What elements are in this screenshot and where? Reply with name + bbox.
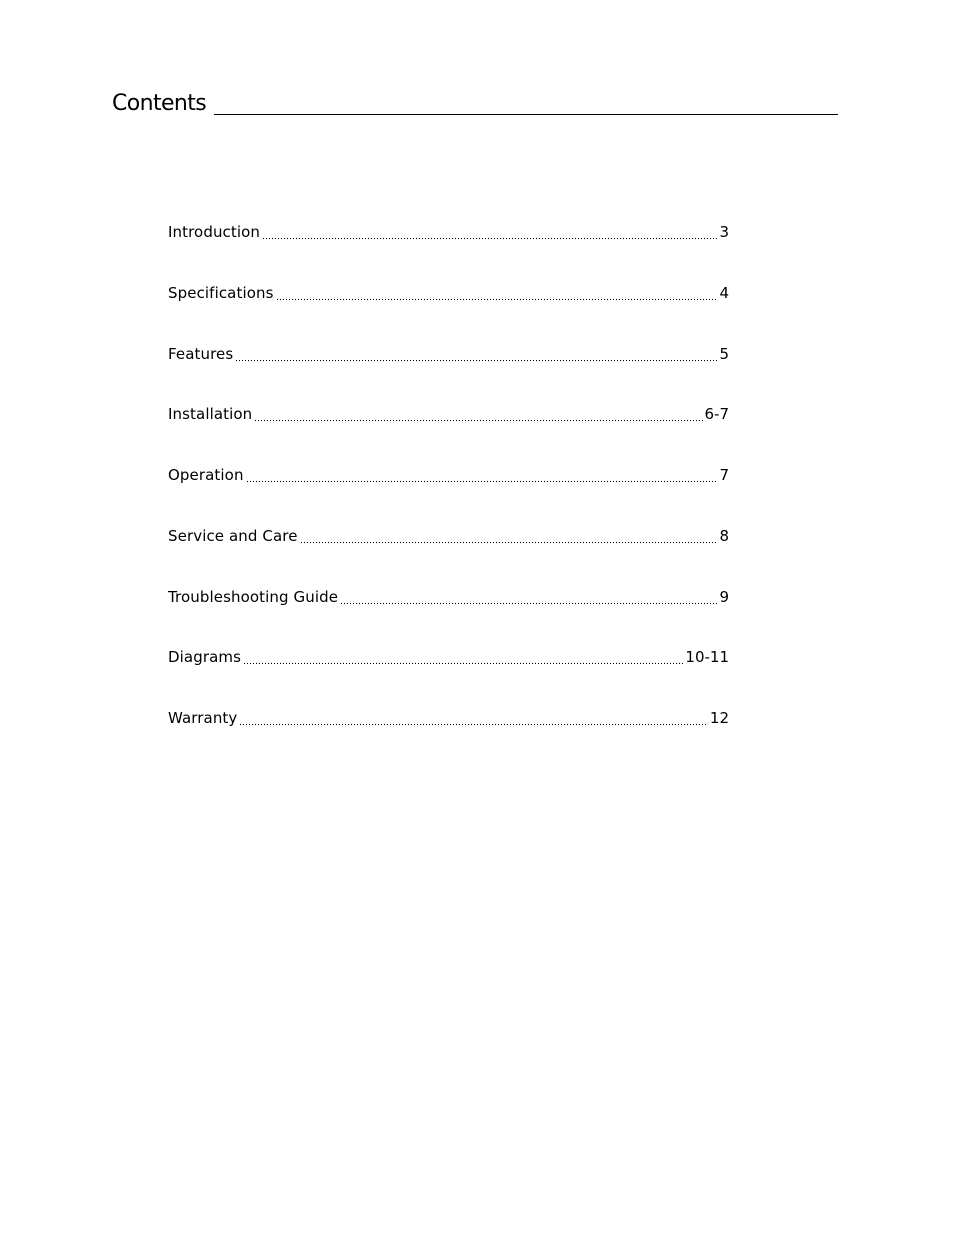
toc-entry-page-number: 12	[709, 709, 729, 727]
dot-leader	[243, 645, 683, 669]
toc-entry-warranty[interactable]	[168, 706, 729, 767]
dot-leader	[300, 524, 718, 548]
toc-entry-page-number: 3	[719, 223, 729, 241]
dot-leader	[276, 281, 718, 305]
dot-leader	[246, 463, 718, 487]
page-title: Contents	[112, 91, 207, 116]
toc-entry-label: Installation	[168, 405, 253, 424]
toc-entry-label: Specifications	[168, 283, 274, 302]
page-header	[112, 86, 838, 118]
title-underline-rule	[214, 114, 838, 115]
dot-leader	[239, 706, 708, 730]
dot-leader	[235, 342, 717, 366]
toc-entry-label: Features	[168, 344, 234, 363]
dot-leader	[262, 220, 717, 244]
toc-entry-label: Introduction	[168, 223, 261, 241]
dot-leader	[340, 585, 717, 609]
toc-entry-features[interactable]	[168, 342, 729, 403]
toc-entry-page-number: 9	[719, 587, 729, 606]
table-of-contents	[168, 220, 729, 767]
toc-entry-service-and-care[interactable]	[168, 524, 729, 585]
toc-entry-label: Warranty	[168, 709, 238, 727]
toc-entry-label: Troubleshooting Guide	[168, 587, 339, 606]
toc-entry-page-number: 7	[719, 466, 729, 484]
toc-entry-introduction[interactable]	[168, 220, 729, 281]
toc-entry-page-number: 10-11	[685, 648, 729, 667]
toc-entry-page-number: 5	[719, 344, 729, 363]
toc-entry-specifications[interactable]	[168, 281, 729, 342]
toc-entry-troubleshooting-guide[interactable]	[168, 585, 729, 646]
toc-entry-operation[interactable]	[168, 463, 729, 524]
toc-entry-page-number: 4	[719, 283, 729, 302]
dot-leader	[254, 402, 702, 426]
toc-entry-installation[interactable]	[168, 402, 729, 463]
toc-entry-page-number: 6-7	[704, 405, 729, 424]
toc-entry-diagrams[interactable]	[168, 645, 729, 706]
toc-entry-label: Diagrams	[168, 648, 242, 667]
toc-entry-page-number: 8	[719, 526, 729, 545]
toc-entry-label: Service and Care	[168, 526, 298, 545]
toc-entry-label: Operation	[168, 466, 244, 484]
